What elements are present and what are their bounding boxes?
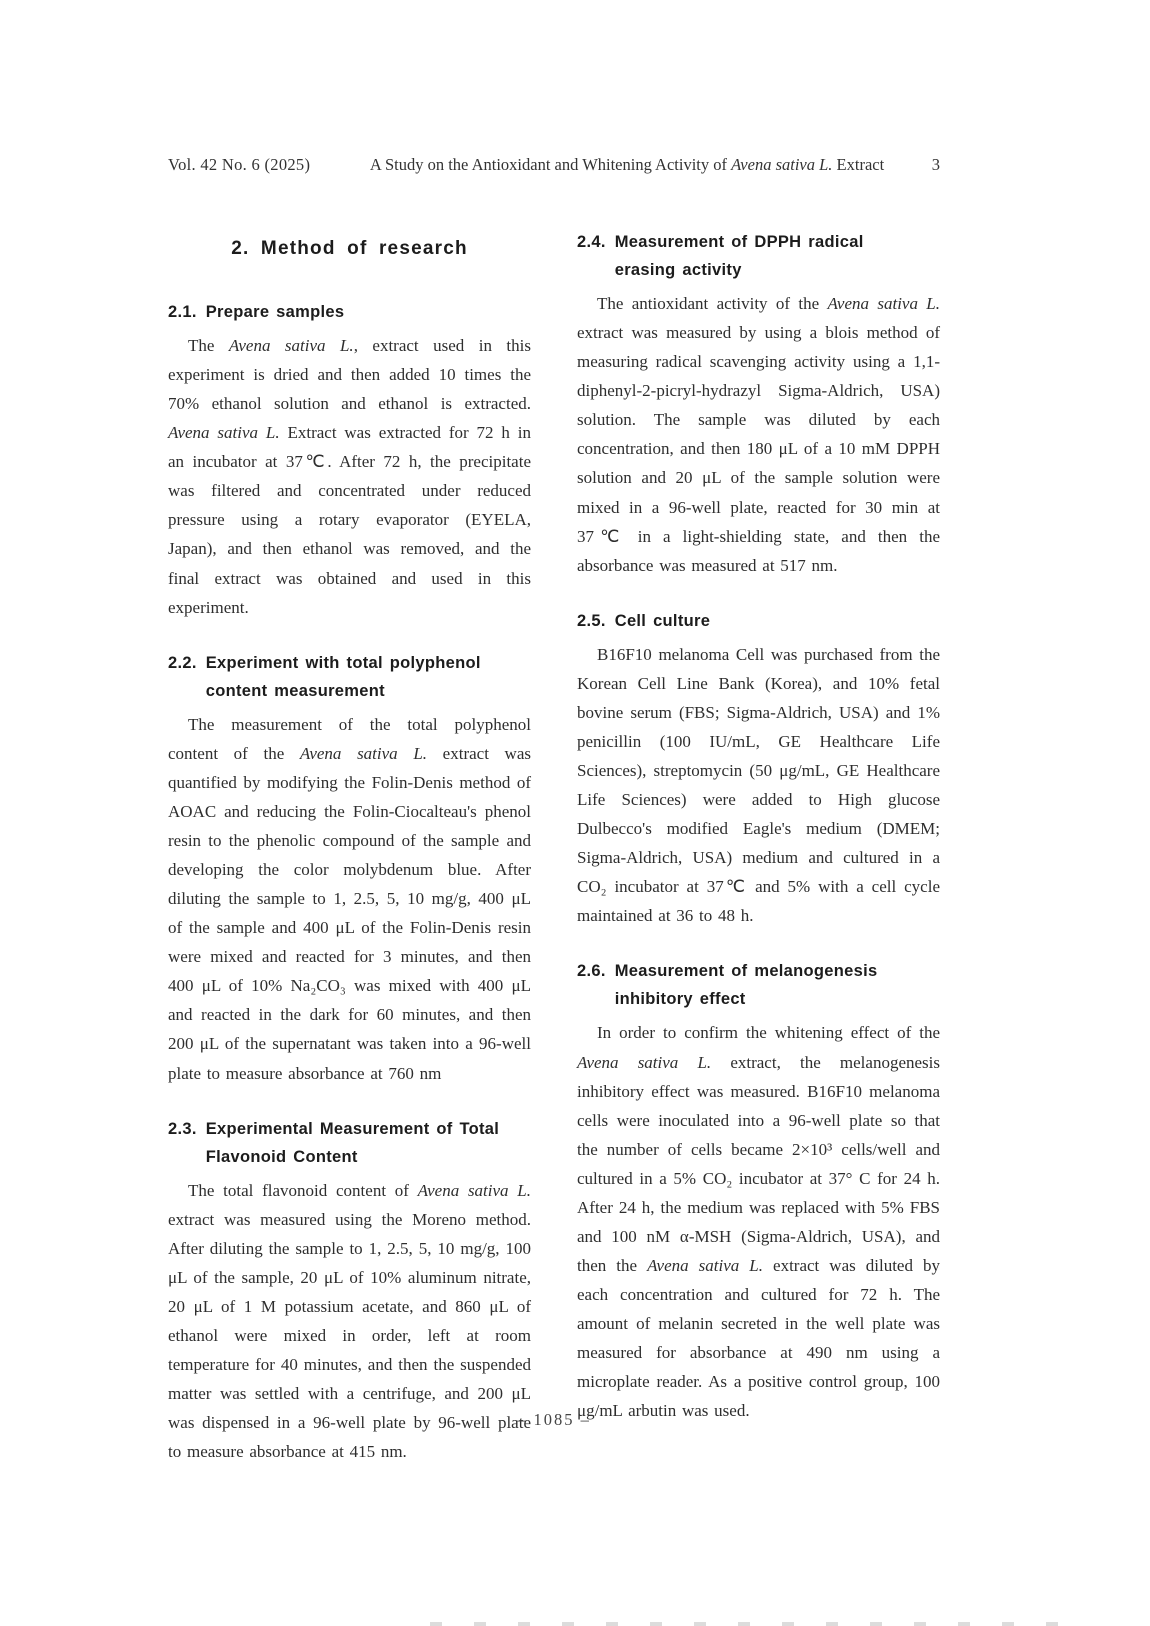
section-number: 2.1. bbox=[168, 303, 197, 321]
journal-volume-label: Vol. 42 No. 6 (2025) bbox=[168, 155, 311, 174]
section-number: 2.2. bbox=[168, 653, 197, 672]
section-number: 2.3. bbox=[168, 1119, 197, 1138]
section-heading bbox=[577, 607, 940, 635]
section-title: Cell culture bbox=[614, 611, 711, 630]
right-column-sections bbox=[577, 228, 940, 1425]
left-column bbox=[168, 228, 531, 1493]
section bbox=[168, 649, 531, 1088]
section bbox=[577, 607, 940, 931]
running-title: A Study on the Antioxidant and Whitening Activity of Avena sativa L. Extract bbox=[369, 155, 885, 174]
folio-number: – 1085 – bbox=[517, 1410, 591, 1429]
section-paragraph: B16F10 melanoma Cell was purchased from the Korean Cell Line Bank (Korea), and 10% fetal bovine serum (FBS; Sigma-Aldrich, USA) and 1% penicillin (100 IU/mL, GE Healthcare Life Sciences), streptomycin (50 μg/mL, GE Healthcare Life Sciences) were added to High glucose Dulbecco's modified Eagle's medium (DMEM; Sigma-Aldrich, USA) medium and cultured in a CO₂ incubator at 37℃ and 5% with a cell cycle maintained at 36 to 48 h. bbox=[577, 644, 940, 926]
two-column-content bbox=[168, 228, 940, 1493]
left-column-sections bbox=[168, 298, 531, 1466]
right-column bbox=[577, 228, 940, 1493]
section bbox=[577, 228, 940, 580]
section-title: Prepare samples bbox=[205, 303, 345, 321]
page-number: 3 bbox=[931, 155, 940, 174]
section-paragraph: The total flavonoid content of Avena sativa L. extract was measured using the Moreno method. After diluting the sample to 1, 2.5, 5, 10 mg/g, 100 μL of the sample, 20 μL of 10% aluminum nitrate, 20 μL of 1 M potassium acetate, and 860 μL of ethanol were mixed in order, left at room temperature for 40 minutes, and then the suspended matter was settled with a centrifuge, and 200 μL was dispensed in a 96-well plate by 96-well plate to measure absorbance at 415 nm. bbox=[168, 1180, 531, 1462]
section bbox=[168, 298, 531, 622]
section-paragraph: The measurement of the total polyphenol content of the Avena sativa L. extract was quantified by modifying the Folin-Denis method of AOAC and reducing the Folin-Ciocalteau's phenol resin to the phenolic compound of the sample and developing the color molybdenum blue. After diluting the sample to 1, 2.5, 5, 10 mg/g, 400 μL of the sample and 400 μL of the Folin-Denis resin were mixed and reacted for 3 minutes, and then 400 μL of 10% Na₂CO₃ was mixed with 400 μL and reacted in the dark for 60 minutes, and then 200 μL of the supernatant was taken into a 96-well plate to measure absorbance at 760 nm bbox=[168, 714, 531, 1083]
section-heading bbox=[577, 957, 940, 1013]
running-head bbox=[168, 155, 940, 175]
section-heading bbox=[168, 649, 531, 705]
section-number: 2.6. bbox=[577, 962, 606, 981]
section-paragraph: The Avena sativa L., extract used in this experiment is dried and then added 10 times the 70% ethanol solution and ethanol is extracted. Avena sativa L. Extract was extracted for 72 h in an incubator at 37℃. After 72 h, the precipitate was filtered and concentrated under reduced pressure using a rotary evaporator (EYELA, Japan), and then ethanol was removed, and the final extract was obtained and used in this experiment. bbox=[168, 336, 532, 617]
section-paragraph: The antioxidant activity of the Avena sativa L. extract was measured by using a blois method of measuring radical scavenging activity using a 1,1-diphenyl-2-picryl-hydrazyl Sigma-Aldrich, USA) solution. The sample was diluted by each concentration, and then 180 μL of a 10 mM DPPH solution and 20 μL of the sample solution were mixed in a 96-well plate, reacted for 30 min at 37℃ in a light-shielding state, and then the absorbance was measured at 517 nm. bbox=[577, 294, 940, 575]
section-number: 2.4. bbox=[577, 233, 606, 251]
section-title: Experiment with total polyphenol content measurement bbox=[205, 653, 481, 700]
section-paragraph: In order to confirm the whitening effect of the Avena sativa L. extract, the melanogenesis inhibitory effect was measured. B16F10 melanoma cells were inoculated into a 96-well plate so that the number of cells became 2×10³ cells/well and cultured in a 5% CO₂ incubator at 37° C for 24 h. After 24 h, the medium was replaced with 5% FBS and 100 nM α-MSH (Sigma-Aldrich, USA), and then the Avena sativa L. extract was diluted by each concentration and cultured for 72 h. The amount of melanin secreted in the well plate was measured for absorbance at 490 nm using a microplate reader. As a positive control group, 100 μg/mL arbutin was used. bbox=[577, 1023, 940, 1421]
section-title: Measurement of melanogenesis inhibitory effect bbox=[614, 962, 878, 1009]
next-page-edge-artifact bbox=[430, 1622, 1090, 1626]
section-heading bbox=[577, 228, 940, 284]
chapter-heading: 2. Method of research bbox=[231, 238, 468, 259]
section-heading bbox=[168, 1115, 531, 1171]
page-footer bbox=[168, 1410, 940, 1430]
section bbox=[577, 957, 940, 1425]
section-heading bbox=[168, 298, 531, 326]
section-title: Experimental Measurement of Total Flavonoid Content bbox=[205, 1119, 500, 1166]
section-number: 2.5. bbox=[577, 611, 606, 630]
section-title: Measurement of DPPH radical erasing activity bbox=[614, 233, 864, 280]
